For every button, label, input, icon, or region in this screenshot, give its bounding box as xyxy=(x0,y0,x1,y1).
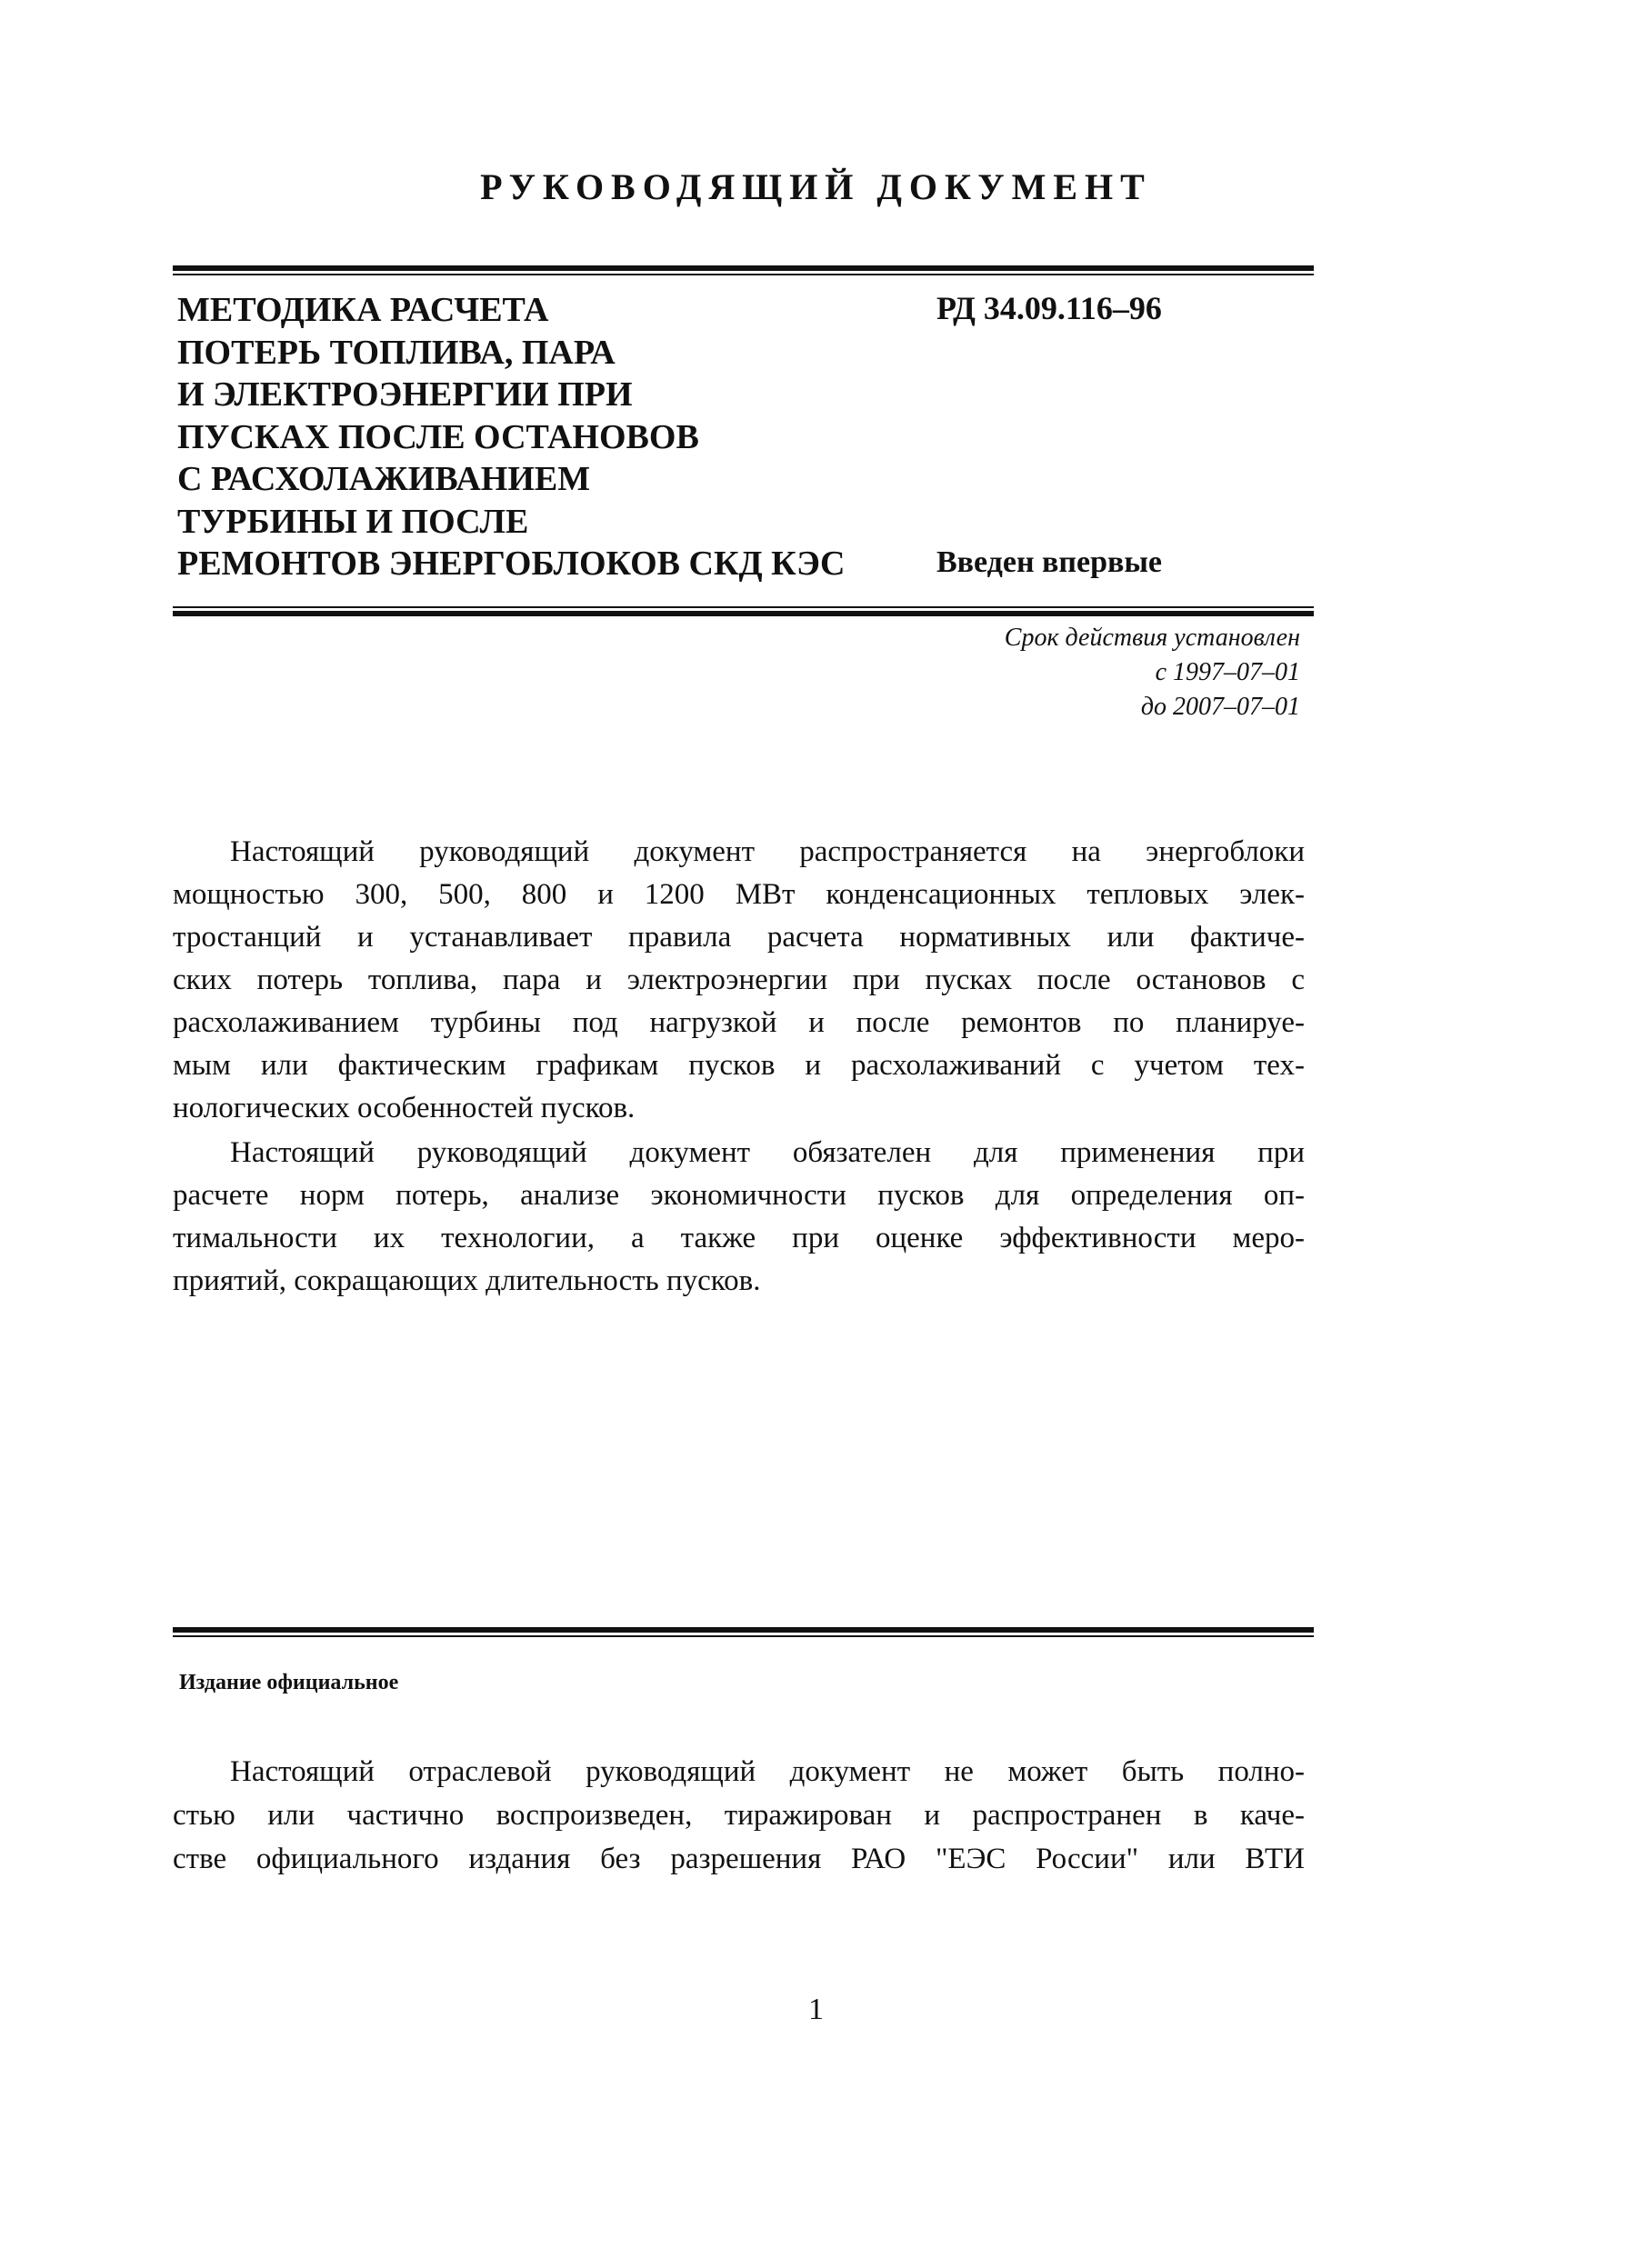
title-line: ПОТЕРЬ ТОПЛИВА, ПАРА xyxy=(177,333,616,372)
rule-thin-line xyxy=(173,1635,1314,1637)
text-line: мым или фактическим графикам пусков и расхолаживаний с учетом тех- xyxy=(173,1049,1305,1082)
text-line: мощностью 300, 500, 800 и 1200 МВт конденсационных тепловых элек- xyxy=(173,878,1305,911)
validity-label: Срок действия установлен xyxy=(1004,624,1300,652)
validity-period xyxy=(1005,621,1300,724)
text-line: стве официального издания без разрешения РАО "ЕЭС России" или ВТИ xyxy=(173,1843,1305,1875)
rule-thick-line xyxy=(173,1627,1314,1633)
title-line: С РАСХОЛАЖИВАНИЕМ xyxy=(177,460,591,498)
text-line: Настоящий отраслевой руководящий документ не может быть полно- xyxy=(230,1755,1305,1788)
middle-double-rule xyxy=(173,606,1314,616)
edition-label: Издание официальное xyxy=(179,1671,399,1694)
text-line: приятий, сокращающих длительность пусков. xyxy=(173,1264,761,1297)
text-line: стью или частично воспроизведен, тиражирован и распространен в каче- xyxy=(173,1799,1305,1832)
rule-thin-line xyxy=(173,606,1314,608)
document-title xyxy=(177,289,923,585)
page-number: 1 xyxy=(808,1993,824,2026)
text-line: Настоящий руководящий документ распространяется на энергоблоки xyxy=(230,835,1305,868)
title-line: ТУРБИНЫ И ПОСЛЕ xyxy=(177,502,529,541)
text-line: нологических особенностей пусков. xyxy=(173,1092,636,1124)
document-type-heading: РУКОВОДЯЩИЙ ДОКУМЕНТ xyxy=(480,166,1152,207)
document-code: РД 34.09.116–96 xyxy=(936,290,1162,326)
copyright-notice xyxy=(173,1750,1305,1881)
paragraph-applicability xyxy=(173,1132,1305,1303)
title-line: ПУСКАХ ПОСЛЕ ОСТАНОВОВ xyxy=(177,417,699,456)
text-line: расчете норм потерь, анализе экономичности пусков для определения оп- xyxy=(173,1179,1305,1212)
bottom-double-rule xyxy=(173,1627,1314,1637)
paragraph-scope xyxy=(173,831,1305,1130)
title-line: РЕМОНТОВ ЭНЕРГОБЛОКОВ СКД КЭС xyxy=(177,545,846,583)
validity-to: до 2007–07–01 xyxy=(1140,693,1300,721)
text-line: тимальности их технологии, а также при оценке эффективности меро- xyxy=(173,1222,1305,1254)
text-line: расхолаживанием турбины под нагрузкой и после ремонтов по планируе- xyxy=(173,1006,1305,1039)
text-line: ских потерь топлива, пара и электроэнергии при пусках после остановов с xyxy=(173,964,1305,996)
text-line: тростанций и устанавливает правила расчета нормативных или фактиче- xyxy=(173,921,1305,954)
validity-from: с 1997–07–01 xyxy=(1155,658,1300,686)
text-line: Настоящий руководящий документ обязателен для применения при xyxy=(230,1136,1305,1169)
title-line: И ЭЛЕКТРОЭНЕРГИИ ПРИ xyxy=(177,375,633,414)
rule-thin-line xyxy=(173,274,1314,275)
rule-thick-line xyxy=(173,265,1314,271)
top-double-rule xyxy=(173,265,1314,275)
body-text xyxy=(173,831,1305,1304)
rule-thick-line xyxy=(173,611,1314,616)
introduction-status: Введен впервые xyxy=(936,545,1163,579)
title-line: МЕТОДИКА РАСЧЕТА xyxy=(177,291,549,329)
